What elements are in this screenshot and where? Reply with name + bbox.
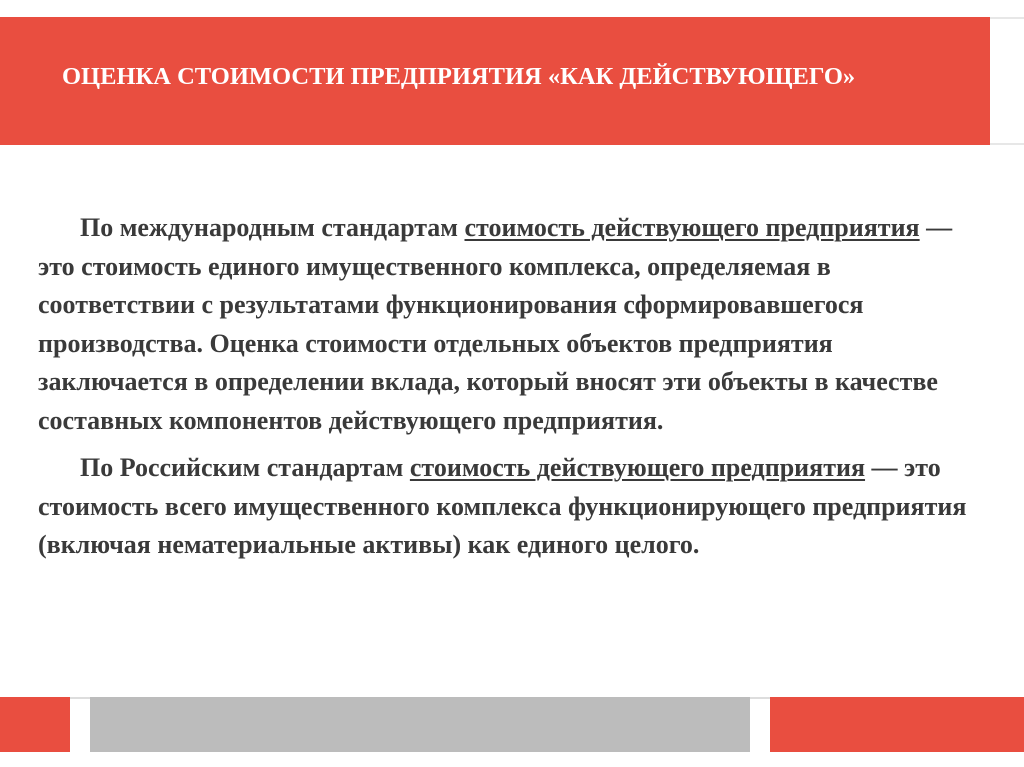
paragraph-text: — это стоимость всего имущественного комплекса функционирующего предприятия (включая нематериальные активы) как единого целого. xyxy=(38,453,967,559)
paragraph-lead: По Российским стандартам xyxy=(80,453,410,482)
slide-content xyxy=(38,209,988,565)
paragraph-international xyxy=(38,209,988,440)
paragraph-text: — это стоимость единого имущественного комплекса, определяемая в соответствии с результатами функционирования сформировавшегося производства. Оценка стоимости отдельных объектов предприятия заключается в определении вклада, который вносят эти объекты в качестве составных компонентов действующего предприятия. xyxy=(38,213,953,435)
paragraph-russian xyxy=(38,449,988,565)
title-accent xyxy=(990,17,1024,145)
footer-right-block xyxy=(770,697,1024,752)
definition-term: стоимость действующего предприятия xyxy=(409,453,866,482)
slide-title: ОЦЕНКА СТОИМОСТИ ПРЕДПРИЯТИЯ «КАК ДЕЙСТВУЮЩЕГО» xyxy=(62,63,856,90)
footer-left-block xyxy=(0,697,70,752)
footer-gap xyxy=(750,697,770,752)
footer-gap xyxy=(70,697,90,752)
definition-term: стоимость действующего предприятия xyxy=(464,213,920,242)
footer-middle-block xyxy=(90,697,750,752)
paragraph-lead: По международным стандартам xyxy=(80,213,465,242)
